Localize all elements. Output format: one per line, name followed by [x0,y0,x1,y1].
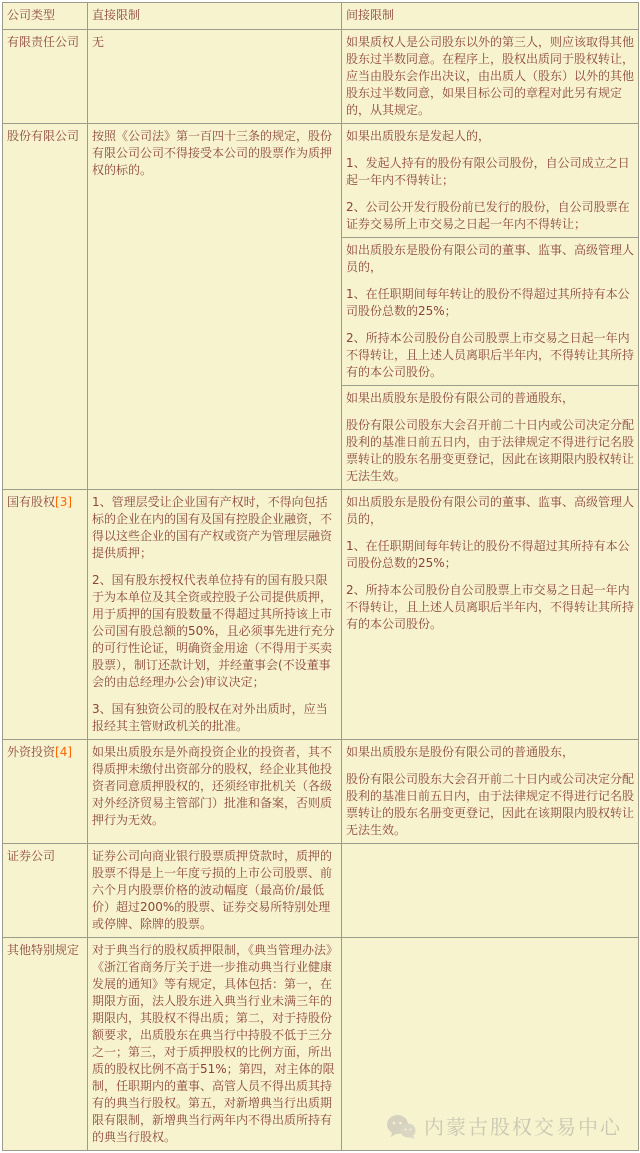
row-stateowned-footnote-ref: [3] [55,495,73,509]
row-securities-type: 证券公司 [3,844,88,938]
row-foreign-footnote-ref: [4] [55,745,73,759]
row-jointstock-indirect-executives [342,238,639,386]
row-stateowned-direct [88,490,342,740]
paragraph: 1、在任职期间每年转让的股份不得超过其所持有本公司股份总数的25%； [346,287,630,318]
table-row [3,938,639,1151]
wechat-icon [386,1114,416,1140]
header-company-type: 公司类型 [3,3,88,30]
table-row [3,740,639,844]
paragraph: 如果质权人是公司股东以外的第三人，则应该取得其他股东过半数同意。在程序上，股权出质同于股权转让，应当由股东会作出决议，由出质人（股东）以外的其他股东过半数同意，如果目标公司的章程对此另有规定的，从其规定。 [346,35,635,117]
paragraph: 股份有限公司股东大会召开前二十日内或公司决定分配股利的基准日前五日内，由于法律规定不得进行记名股票转让的股东名册变更登记，因此在该期限内股权转让无法生效。 [346,418,635,483]
paragraph: 1、在任职期间每年转让的股份不得超过其所持有本公司股份总数的25%； [346,539,630,570]
paragraph: 3、国有独资公司的股权在对外出质时，应当报经其主管财政机关的批准。 [92,702,328,733]
paragraph: 2、所持本公司股份自公司股票上市交易之日起一年内不得转让，且上述人员离职后半年内，不得转让其所持有的本公司股份。 [346,583,635,631]
header-indirect-restrictions: 间接限制 [342,3,639,30]
row-jointstock-direct [88,124,342,490]
pledge-restrictions-table [2,2,639,1151]
table-row [3,124,639,238]
row-stateowned-type-label: 国有股权 [7,495,56,509]
row-limited-direct [88,30,342,124]
paragraph: 2、所持本公司股份自公司股票上市交易之日起一年内不得转让，且上述人员离职后半年内，不得转让其所持有的本公司股份。 [346,331,635,379]
row-foreign-indirect [342,740,639,844]
paragraph: 1、发起人持有的股份有限公司股份，自公司成立之日起一年内不得转让； [346,156,630,187]
row-securities-indirect [342,844,639,938]
row-foreign-type-label: 外资投资 [7,745,56,759]
row-jointstock-type: 股份有限公司 [3,124,88,490]
table-header-row [3,3,639,30]
paragraph: 股份有限公司股东大会召开前二十日内或公司决定分配股利的基准日前五日内，由于法律规定不得进行记名股票转让的股东名册变更登记，因此在该期限内股权转让无法生效。 [346,772,635,837]
paragraph: 如果出质股东是外商投资企业的投资者，其不得质押未缴付出资部分的股权，经企业其他投资者同意质押股权的，还须经审批机关（各级对外经济贸易主管部门）批准和备案，否则质押行为无效。 [92,745,333,827]
row-limited-type: 有限责任公司 [3,30,88,124]
row-jointstock-indirect-founders [342,124,639,238]
row-foreign-type [3,740,88,844]
watermark-text: 内蒙古股权交易中心 [424,1114,622,1139]
row-jointstock-indirect-ordinary [342,386,639,490]
paragraph: 2、公司公开发行股份前已发行的股份，自公司股票在证券交易所上市交易之日起一年内不得转让； [346,200,630,231]
row-other-indirect [342,938,639,1151]
row-securities-direct [88,844,342,938]
paragraph: 如果出质股东是股份有限公司的普通股东， [346,745,575,759]
table-row [3,30,639,124]
header-direct-restrictions: 直接限制 [88,3,342,30]
paragraph: 证券公司向商业银行股票质押贷款时，质押的股票不得是上一年度亏损的上市公司股票、前六个月内股票价格的波动幅度（最高价/最低价）超过200%的股票、证券交易所特别处理或停牌、除牌的股票。 [92,849,333,931]
paragraph: 如果出质股东是发起人的， [346,129,491,143]
paragraph: 如果出质股东是股份有限公司的普通股东， [346,391,575,405]
paragraph: 如出质股东是股份有限公司的董事、监事、高级管理人员的， [346,243,635,274]
paragraph: 按照《公司法》第一百四十三条的规定，股份有限公司公司不得接受本公司的股票作为质押权的标的。 [92,129,333,177]
paragraph: 对于典当行的股权质押限制，《典当管理办法》《浙江省商务厅关于进一步推动典当行业健康发展的通知》等有规定，具体包括：第一，在期限方面，法人股东进入典当行业未满三年的期限内，其股权不得出质；第二，对于持股份额要求，出质股东在典当行中持股不低于三分之一；第三，对于质押股权的比例方面，所出质的股权比例不高于51%；第四，对主体的限制，任职期内的董事、高管人员不得出质其持有的典当行股权。第五，对新增典当行出质期限有限制，新增典当行两年内不得出质所持有的典当行股权。 [92,943,335,1144]
paragraph: 1、管理层受让企业国有产权时，不得向包括标的企业在内的国有及国有控股企业融资，不得以这些企业的国有产权或资产为管理层融资提供质押； [92,495,333,560]
table-row [3,844,639,938]
row-stateowned-type [3,490,88,740]
paragraph: 2、国有股东授权代表单位持有的国有股只限于为本单位及其全资或控股子公司提供质押，用于质押的国有股数量不得超过其所持该上市公司国有股总额的50%，且必须事先进行充分的可行性论证，明确资金用途（不得用于买卖股票），制订还款计划，并经董事会(不设董事会的由总经理办公会)审议决定； [92,573,335,689]
row-other-direct [88,938,342,1151]
row-limited-indirect [342,30,639,124]
watermark [386,1114,622,1140]
paragraph: 如出质股东是股份有限公司的董事、监事、高级管理人员的， [346,495,635,526]
table-row [3,490,639,740]
row-foreign-direct [88,740,342,844]
paragraph: 无 [92,35,105,49]
row-other-type: 其他特别规定 [3,938,88,1151]
row-stateowned-indirect [342,490,639,740]
